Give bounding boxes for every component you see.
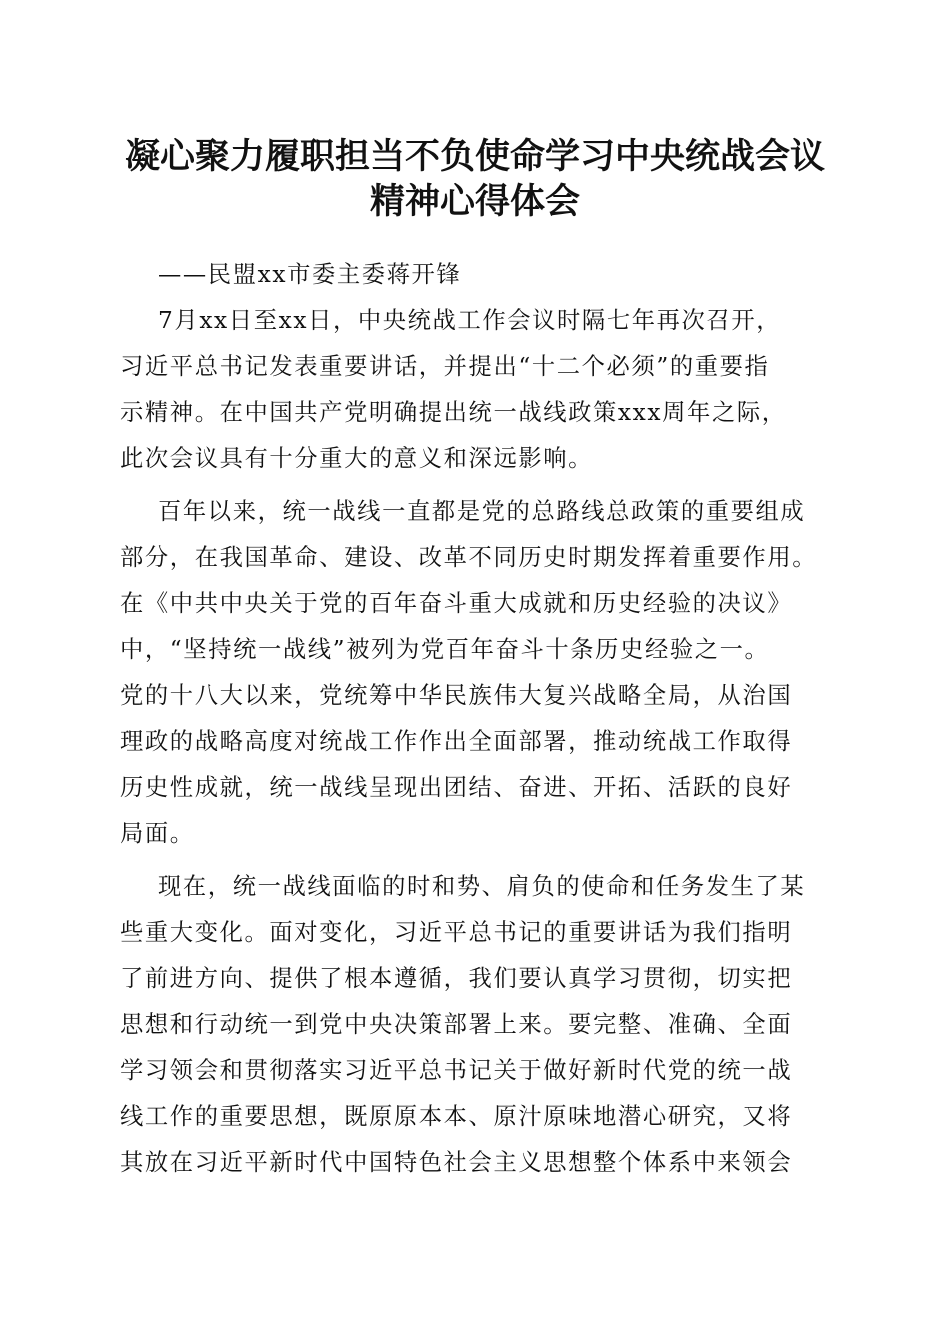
paragraph-line: 7月xx日至xx日，中央统战工作会议时隔七年再次召开，	[158, 307, 782, 334]
document-body	[120, 252, 840, 1186]
paragraph-line: 理政的战略高度对统战工作作出全面部署，推动统战工作取得	[120, 728, 793, 755]
paragraph-line: 部分，在我国革命、建设、改革不同历史时期发挥着重要作用。	[120, 544, 818, 571]
paragraph-line: 在《中共中央关于党的百年奋斗重大成就和历史经验的决议》	[120, 590, 793, 617]
paragraph-line: 历史性成就，统一战线呈现出团结、奋进、开拓、活跃的良好	[120, 774, 793, 801]
paragraph-line: 党的十八大以来，党统筹中华民族伟大复兴战略全局，从治国	[120, 682, 793, 709]
paragraph-1	[120, 298, 840, 482]
paragraph-line: 思想和行动统一到党中央决策部署上来。要完整、准确、全面	[120, 1011, 793, 1038]
paragraph-line: 些重大变化。面对变化，习近平总书记的重要讲话为我们指明	[120, 919, 793, 946]
document-title	[100, 134, 850, 224]
paragraph-line: 现在，统一战线面临的时和势、肩负的使命和任务发生了某	[158, 873, 806, 900]
byline: ——民盟xx市委主委蒋开锋	[158, 261, 462, 288]
paragraph-line: 习近平总书记发表重要讲话，并提出“十二个必须”的重要指	[120, 353, 770, 380]
paragraph-line: 其放在习近平新时代中国特色社会主义思想整个体系中来领会	[120, 1149, 793, 1176]
paragraph-line: 学习领会和贯彻落实习近平总书记关于做好新时代党的统一战	[120, 1057, 793, 1084]
paragraph-line: 线工作的重要思想，既原原本本、原汁原味地潜心研究，又将	[120, 1103, 793, 1130]
paragraph-line: 局面。	[120, 820, 195, 847]
paragraph-2	[120, 489, 840, 857]
title-line-1: 凝心聚力履职担当不负使命学习中央统战会议	[124, 136, 825, 177]
paragraph-line: 此次会议具有十分重大的意义和深远影响。	[120, 445, 594, 472]
title-line-2: 精神心得体会	[369, 181, 580, 222]
paragraph-line: 示精神。在中国共产党明确提出统一战线政策xxx周年之际，	[120, 399, 787, 426]
paragraph-line: 了前进方向、提供了根本遵循，我们要认真学习贯彻，切实把	[120, 965, 793, 992]
paragraph-3	[120, 864, 840, 1186]
paragraph-line: 百年以来，统一战线一直都是党的总路线总政策的重要组成	[158, 498, 806, 525]
paragraph-line: 中，“坚持统一战线”被列为党百年奋斗十条历史经验之一。	[120, 636, 770, 663]
